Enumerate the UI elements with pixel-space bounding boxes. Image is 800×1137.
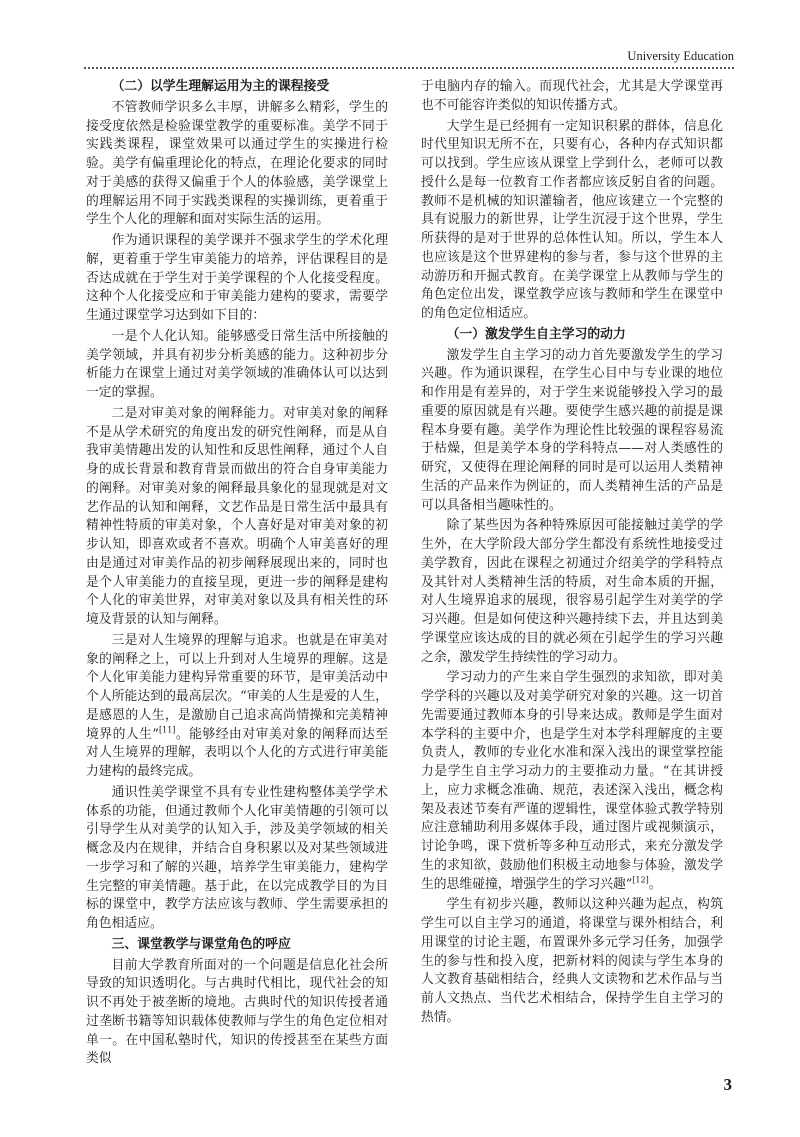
paragraph-text: 激发学生自主学习的动力首先要激发学生的学习兴趣。作为通识课程，在学生心目中与专业课的地位和作用是有差异的，对于学生来说能够投入学习的最重要的原因就是有兴趣。要使学生感兴趣的前提是课程本身要有趣。美学作为理论性比较强的课程容易流于枯燥，但是美学本身的学科特点——对人类感性的研究，又使得在理论阐释的同时是可以运用人类精神生活的产品来作为例证的，而人类精神生活的产品是可以具备相当趣味性的。 xyxy=(421,347,723,513)
paragraph xyxy=(421,517,723,667)
right-column xyxy=(421,78,723,1028)
citation-ref: [11] xyxy=(158,725,176,735)
paragraph xyxy=(86,632,388,782)
paragraph-text: 三、课堂教学与课堂角色的呼应 xyxy=(111,936,291,952)
paragraph xyxy=(86,232,388,326)
paragraph-text: （一）激发学生自主学习的动力 xyxy=(446,326,626,342)
paragraph-text: 通识性美学课堂不具有专业性建构整体美学学术体系的功能，但通过教师个人化审美情趣的引领可以引导学生从对美学的认知入手，涉及美学领域的相关概念及内在规律，并结合自身积累以及对某些领域进一步学习和了解的兴趣，培养学生审美能力，建构学生完整的审美情趣。基于此，在以完成教学目的为目标的课堂中，教学方法应该与教师、学生需要承担的角色相适应。 xyxy=(86,784,388,931)
paragraph xyxy=(86,99,388,230)
paragraph xyxy=(86,784,388,934)
paragraph-text: 于电脑内存的输入。而现代社会，尤其是大学课堂再也不可能容许类似的知识传播方式。 xyxy=(421,79,723,113)
paragraph-text-tail: 。能够经由对审美对象的阐释而达至对人生境界的理解，表明以个人化的方式进行审美能力建构的最终完成。 xyxy=(86,726,389,779)
citation-ref: [12] xyxy=(632,875,649,885)
paragraph-text: 目前大学教育所面对的一个问题是信息化社会所导致的知识透明化。与古典时代相比，现代社会的知识不再处于被垄断的境地。古典时代的知识传授者通过垄断书籍等知识载体使教师与学生的角色定位相对单一。在中国私塾时代，知识的传授甚至在某些方面类似 xyxy=(86,957,388,1067)
header-dotted-rule xyxy=(84,67,734,69)
paragraph-text: 不管教师学识多么丰厚，讲解多么精彩，学生的接受度依然是检验课堂教学的重要标准。美学不同于实践类课程，课堂效果可以通过学生的实操进行检验。美学有偏重理论化的特点，在理论化要求的同时对于美感的获得又偏重于个人的体验感，美学课堂上的理解运用不同于实践类课程的实操训练，更着重于学生个人化的理解和面对实际生活的运用。 xyxy=(86,99,388,228)
section-heading xyxy=(86,936,388,955)
paragraph-text: 一是个人化认知。能够感受日常生活中所接触的美学领域，并具有初步分析美感的能力。这种初步分析能力在课堂上通过对美学领域的准确体认可以达到一定的掌握。 xyxy=(86,328,388,400)
paragraph xyxy=(421,347,723,516)
left-column xyxy=(86,78,388,1069)
running-header xyxy=(84,42,734,68)
section-heading xyxy=(421,326,723,345)
paragraph-text: 学生有初步兴趣，教师以这种兴趣为起点，构筑学生可以自主学习的通道，将课堂与课外相结合，利用课堂的讨论主题，布置课外多元学习任务，加强学生的参与性和投入度，把新材料的阅读与学生本身的人文教育基础相结合，经典人文读物和艺术作品与当前人文热点、当代艺术相结合，保持学生自主学习的热情。 xyxy=(421,897,723,1025)
paragraph xyxy=(421,896,723,1027)
page-number: 3 xyxy=(723,1075,732,1094)
paragraph xyxy=(86,328,388,403)
paragraph xyxy=(421,118,723,324)
paragraph-text-tail: 。 xyxy=(648,876,662,892)
paragraph-continued xyxy=(421,78,723,116)
paragraph xyxy=(421,669,723,894)
paragraph-text: 作为通识课程的美学课并不强求学生的学术化理解，更着重于学生审美能力的培养，评估课程目的是否达成就在于学生对于美学课程的个人化接受程度。这种个人化接受应和于审美能力建构的要求，需要学生通过课堂学习达到如下目的： xyxy=(86,233,388,323)
paragraph xyxy=(86,957,388,1070)
journal-name: University Education xyxy=(627,49,734,63)
paragraph-text: 三是对人生境界的理解与追求。也就是在审美对象的阐释之上，可以上升到对人生境界的理解。这是个人化审美能力建构异常重要的环节，是审美活动中个人所能达到的最高层次。“审美的人生是爱的人生，是感恩的人生，是激励自己追求高尚情操和完美精神境界的人生” xyxy=(86,632,388,742)
paragraph-text: 大学生是已经拥有一定知识积累的群体，信息化时代里知识无所不在，只要有心，各种内存式知识都可以找到。学生应该从课堂上学到什么，老师可以教授什么是每一位教育工作者都应该反躬自省的问题。教师不是机械的知识灌输者，他应该建立一个完整的具有说服力的新世界，让学生沉浸于这个世界，学生所获得的是对于世界的总体性认知。所以，学生本人也应该是这个世界建构的参与者，参与这个世界的主动游历和开掘式教育。在美学课堂上从教师与学生的角色定位出发，课堂教学应该与教师和学生在课堂中的角色定位相适应。 xyxy=(421,118,723,321)
section-heading xyxy=(86,78,388,97)
paragraph-text: 除了某些因为各种特殊原因可能接触过美学的学生外，在大学阶段大部分学生都没有系统性地接受过美学教育，因此在课程之初通过介绍美学的学科特点及其针对人类精神生活的特质，对生命本质的开掘，对人生境界追求的展现，很容易引起学生对美学的学习兴趣。但是如何使这种兴趣持续下去，并且达到美学课堂应该达成的目的就必须在引起学生的学习兴趣之余，激发学生持续性的学习动力。 xyxy=(421,518,723,665)
paragraph-text: 二是对审美对象的阐释能力。对审美对象的阐释不是从学术研究的角度出发的研究性阐释，而是从自我审美情趣出发的认知性和反思性阐释，通过个人自身的成长背景和教育背景而做出的符合自身审美能力的阐释。对审美对象的阐释最具象化的显现就是对文艺作品的认知和阐释，文艺作品是日常生活中最具有精神性特质的审美对象，个人喜好是对审美对象的初步认知，即喜欢或者不喜欢。明确个人审美喜好的理由是通过对审美作品的初步阐释展现出来的，同时也是个人审美能力的直接呈现，更进一步的阐释是建构个人化的审美世界，对审美对象以及具有相关性的环境及背景的认知与阐释。 xyxy=(86,405,388,627)
paragraph-text: （二）以学生理解运用为主的课程接受 xyxy=(111,79,330,94)
paragraph xyxy=(86,405,388,630)
paragraph-text: 学习动力的产生来自学生强烈的求知欲，即对美学学科的兴趣以及对美学研究对象的兴趣。这一切首先需要通过教师本身的引导来达成。教师是学生面对本学科的主要中介，也是学生对本学科理解度的主要负责人，教师的专业化水准和深入浅出的课堂掌控能力是学生自主学习动力的主要推动力量。“在其讲授上，应力求概念准确、规范，表述深入浅出，概念构架及表述节奏有严谨的逻辑性，课堂体验式教学特别应注意辅助利用多媒体手段，通过图片或视频演示，讨论争鸣，课下赏析等多种互动形式，来充分激发学生的求知欲，鼓励他们积极主动地参与体验，激发学生的思维碰撞，增强学生的学习兴趣” xyxy=(421,670,723,892)
